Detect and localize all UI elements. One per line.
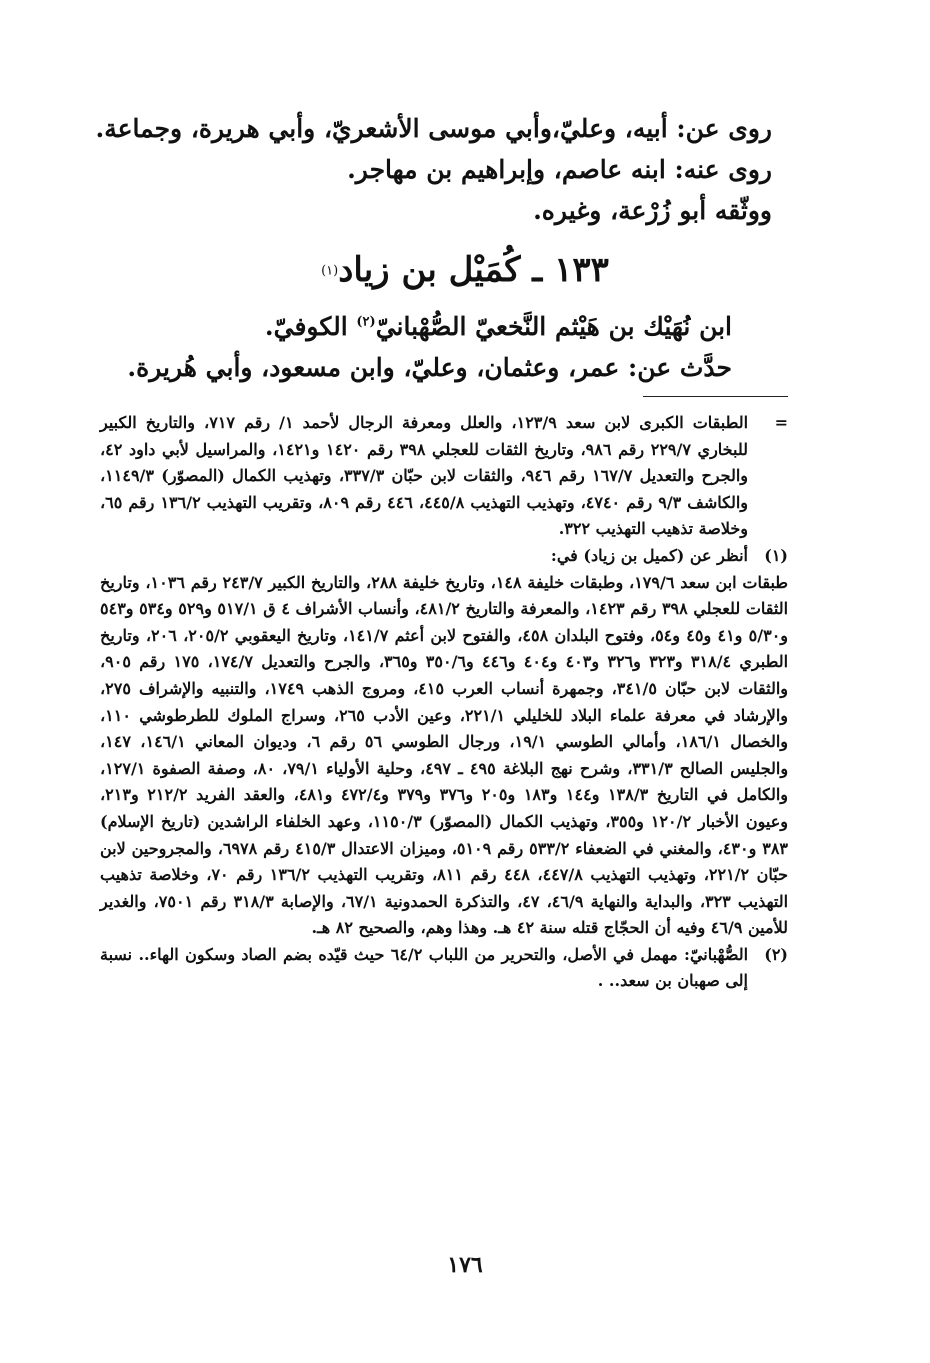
- footnote-1-text: طبقات ابن سعد ١٧٩/٦، وطبقات خليفة ١٤٨، وتاريخ خليفة ٢٨٨، والتاريخ الكبير ٢٤٣/٧ رقم ١٠٣٦، وتاريخ الثقات للعجلي ٣٩٨ رقم ١٤٢٣، والمعرفة والتاريخ ٤٨١/٢، وأنساب الأشراف ٤ ق ٥١٧/١ و٥٢٩ و٥٣٤ و٥٤٣ و٥/٣٠ و٤١ و٤٥ و٥٤، وفتوح البلدان ٤٥٨، والفتوح لابن أعثم ١٤١/٧، وتاريخ اليعقوبي ٢٠٥/٢، ٢٠٦، وتاريخ الطبري ٣١٨/٤ و٣٢٣ و٣٢٦ و٤٠٣ و٤٠٤ و٤٤٦ و٣٥٠/٦ و٣٦٥، والجرح والتعديل ١٧٤/٧، ١٧٥ رقم ٩٠٥، والثقات لابن حبّان ٣٤١/٥، وجمهرة أنساب العرب ٤١٥، ومروج الذهب ١٧٤٩، والتنبيه والإشراف ٢٧٥، والإرشاد في معرفة علماء البلاد للخليلي ٢٢١/١، وعين الأدب ٢٦٥، وسراج الملوك للطرطوشي ١١٠، والخصال ١٨٦/١، وأمالي الطوسي ١٩/١، ورجال الطوسي ٥٦ رقم ٦، وديوان المعاني ١٤٦/١، ١٤٧، والجليس الصالح ٣٣١/٣، وشرح نهج البلاغة ٤٩٥ ـ ٤٩٧، وحلية الأولياء ٧٩/١، ٨٠، وصفة الصفوة ١٢٧/١، والكامل في التاريخ ١٣٨/٣ و١٤٤ و١٨٣ و٢٠٥ و٣٧٦ و٣٧٩ و٤٧٢/٤ و٤٨١، والعقد الفريد ٢١٢/٢ و٢١٣، وعيون الأخبار ١٢٠/٢ و٣٥٥، وتهذيب الكمال (المصوّر) ١١٥٠/٣، وعهد الخلفاء الراشدين (تاريخ الإسلام) ٣٨٣ و٤٣٠، والمغني في الضعفاء ٥٣٣/٢ رقم ٥١٠٩، وميزان الاعتدال ٤١٥/٣ رقم ٦٩٧٨، والمجروحين لابن حبّان ٢٢١/٢، وتهذيب التهذيب ٤٤٧/٨، ٤٤٨ رقم ٨١١، وتقريب التهذيب ١٣٦/٢ رقم ٧٠، وخلاصة تذهيب التهذيب ٣٢٣، والبداية والنهاية ٤٦/٩، ٤٧، والتذكرة الحمدونية ٦٧/١، والإصابة ٣١٨/٣ رقم ٧٥٠١، والغدير للأمين ٤٦/٩ وفيه أن الحجّاج قتله سنة ٤٢ هـ. وهذا وهم، والصحيح ٨٢ هـ.: [100, 572, 789, 938]
- entry-body: [72, 306, 732, 388]
- footnote-text: الطبقات الكبرى لابن سعد ١٢٣/٩، والعلل ومعرفة الرجال لأحمد ١/ رقم ٧١٧، والتاريخ الكبير للبخاري ٢٢٩/٧ رقم ٩٨٦، وتاريخ الثقات للعجلي ٣٩٨ رقم ١٤٢٠ و١٤٢١، والمراسيل لأبي داود ٤٢، والجرح والتعديل ١٦٧/٧ رقم ٩٤٦، والثقات لابن حبّان ٣٣٧/٣، وتهذيب الكمال (المصوّر) ١١٤٩/٣، والكاشف ٩/٣ رقم ٤٧٤٠، وتهذيب التهذيب ٤٤٥/٨، ٤٤٦ رقم ٨٠٩، وتقريب التهذيب ١٣٦/٢ رقم ٦٥، وخلاصة تذهيب التهذيب ٣٢٢.: [100, 413, 749, 539]
- footnote-divider: [643, 396, 788, 397]
- lineage-text: ابن نُهَيْك بن هَيْثم النَّخعيّ الصُّهْبانيّ: [375, 312, 732, 341]
- footnote-2: [100, 942, 788, 995]
- reliability-line: ووثّقه أبو زُرْعة، وغيره.: [533, 196, 772, 225]
- footnote-ref-2: (٢): [356, 314, 376, 330]
- footnote-marker: (٢): [764, 944, 788, 964]
- narrated-by-line: روى عنه: ابنه عاصم، وإبراهيم بن مهاجر.: [347, 155, 772, 184]
- lineage-suffix: الكوفيّ.: [264, 312, 357, 341]
- footnote-marker: (١): [764, 545, 788, 565]
- footnote-1: [100, 543, 788, 570]
- entry-heading: [0, 245, 930, 295]
- footnote-marker: =: [774, 413, 788, 432]
- footnote-continuation: [100, 410, 788, 543]
- previous-entry-text: [92, 108, 772, 231]
- footnotes: [100, 410, 788, 995]
- footnote-heading: أنظر عن (كميل بن زياد) في:: [550, 545, 748, 565]
- entry-title: ١٣٣ ـ كُمَيْل بن زياد: [338, 250, 609, 290]
- narration-line: حدَّث عن: عمر، وعثمان، وعليّ، وابن مسعود، وأبي هُريرة.: [127, 353, 732, 382]
- page-number: ١٧٦: [447, 1252, 483, 1278]
- footnote-ref-1: (١): [321, 263, 339, 279]
- lineage-line: [72, 306, 732, 347]
- footnote-text: الصُّهْبانيّ: مهمل في الأصل، والتحرير من اللباب ٦٤/٢ حيث قيّده بضم الصاد وسكون الهاء.. نسبة إلى صهبان بن سعد.. .: [100, 944, 749, 991]
- narrated-from-line: روى عن: أبيه، وعليّ،وأبي موسى الأشعريّ، وأبي هريرة، وجماعة.: [95, 114, 772, 143]
